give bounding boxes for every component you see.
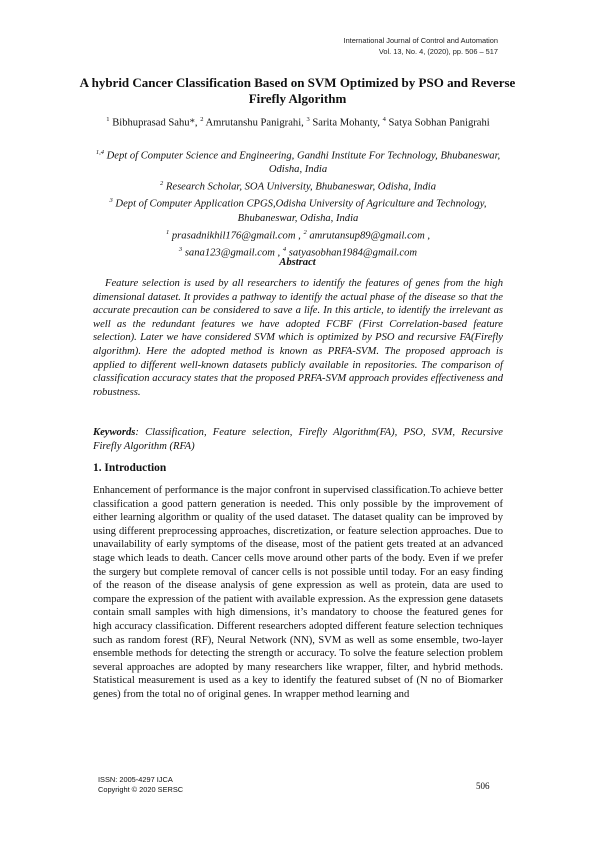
affiliation-sup: 1,4 — [95, 149, 104, 156]
affiliation-1 — [93, 146, 503, 177]
author-name: Amrutanshu Panigrahi, — [205, 117, 304, 129]
affiliation-text: Dept of Computer Application CPGS,Odisha University of Agriculture and Technology, Bhubaneswar, Odisha, India — [115, 198, 487, 224]
keywords-label: Keywords — [93, 427, 136, 438]
author-name: Satya Sobhan Panigrahi — [388, 117, 490, 129]
email-sup: 2 — [303, 228, 307, 236]
abstract-text: Feature selection is used by all researchers to identify the features of genes from the high dimensional dataset. It provides a pathway to identify the actual phase of the disease so that the accurate precaution can be considered to save a life. In this article, to identify the irrelevant as well as the redundant features we have adopted FCBF (First Correlation-based feature selection). Later we have considered SVM which is optimized by PSO and recursive FA(Firefly algorithm). Here the adopted method is known as PRFA-SVM. The proposed approach is applied to different well-known datasets publicly available in repositories. The comparison of classification accuracy states that the proposed PRFA-SVM approach provides effectiveness and robustness. — [93, 278, 503, 398]
author-sup: 4 — [382, 116, 386, 123]
paper-title: A hybrid Cancer Classification Based on SVM Optimized by PSO and Reverse Firefly Algorithm — [79, 75, 516, 106]
email-link[interactable]: sana123@gmail.com , — [184, 247, 281, 259]
affiliation-3 — [93, 194, 503, 225]
keywords — [93, 426, 503, 453]
keywords-text: : Classification, Feature selection, Firefly Algorithm(FA), PSO, SVM, Recursive Firefly Algorithm (RFA) — [93, 427, 503, 452]
affiliation-sup: 3 — [109, 197, 113, 205]
email-sup: 1 — [165, 228, 170, 236]
email-link[interactable]: satyasobhan1984@gmail.com — [288, 247, 418, 259]
author-list — [93, 113, 503, 131]
affiliations — [93, 146, 503, 260]
author-name: Sarita Mohanty, — [312, 117, 380, 129]
journal-volume: Vol. 13, No. 4, (2020), pp. 506 – 517 — [378, 47, 498, 56]
journal-name: International Journal of Control and Automation — [343, 36, 498, 45]
author-sup: 2 — [200, 116, 204, 123]
copyright: Copyright © 2020 SERSC — [98, 785, 184, 794]
author-emails — [93, 226, 503, 261]
email-sup: 4 — [282, 245, 287, 253]
affiliation-text: Dept of Computer Science and Engineering, Gandhi Institute For Technology, Bhubaneswar, Odisha, India — [106, 150, 501, 176]
email-sup: 3 — [178, 245, 183, 253]
affiliation-sup: 2 — [159, 180, 164, 188]
email-link[interactable]: prasadnikhil176@gmail.com , — [171, 230, 301, 242]
page-number: 506 — [476, 781, 490, 791]
footer-info — [98, 775, 183, 795]
issn: ISSN: 2005-4297 IJCA — [98, 775, 173, 784]
affiliation-text: Research Scholar, SOA University, Bhubaneswar, Odisha, India — [165, 181, 437, 193]
affiliation-2 — [93, 177, 503, 194]
journal-header — [344, 35, 498, 57]
email-link[interactable]: amrutansup89@gmail.com , — [309, 230, 431, 242]
abstract-heading: Abstract — [279, 257, 316, 268]
author-sup: 3 — [306, 116, 310, 123]
section-heading: 1. Introduction — [93, 462, 167, 474]
section-body: Enhancement of performance is the major confront in supervised classification.To achieve better classification a good pattern generation is needed. This only possible by the improvement of either learning algorithm or quality of the used dataset. The dataset quality can be improved by using different preprocessing approaches, discretization, or feature selection approaches. Due to unavailability of early symptoms of the disease, most of the patient gets treated at an advanced stage which leads to death. Cancer cells move around other parts of the body. Even if we prefer the surgery but complete removal of cancer cells is not possible until today. For an easy finding of the reason of the disease analysis of gene expression as well as protein, data are used to compare the expression of the patient with available expression. As the expression gene datasets contain small samples with high dimensions, it’s mandatory to choose the featured genes for high accuracy classification. Different researchers adopted different feature selection techniques such as random forest (RF), Neural Network (NN), SVM as well as some ensemble, two-layer ensemble methods for detecting the strength or accuracy. To solve the feature selection problem several approaches are adopted by many researchers like wrapper, filter, and hybrid methods. Statistical measurement is used as a key to identify the featured subset of (N no of Biomarker genes) from the total no of original genes. In wrapper method learning and — [93, 485, 503, 700]
author-sup: 1 — [106, 116, 110, 123]
author-name: Bibhuprasad Sahu*, — [112, 117, 198, 129]
